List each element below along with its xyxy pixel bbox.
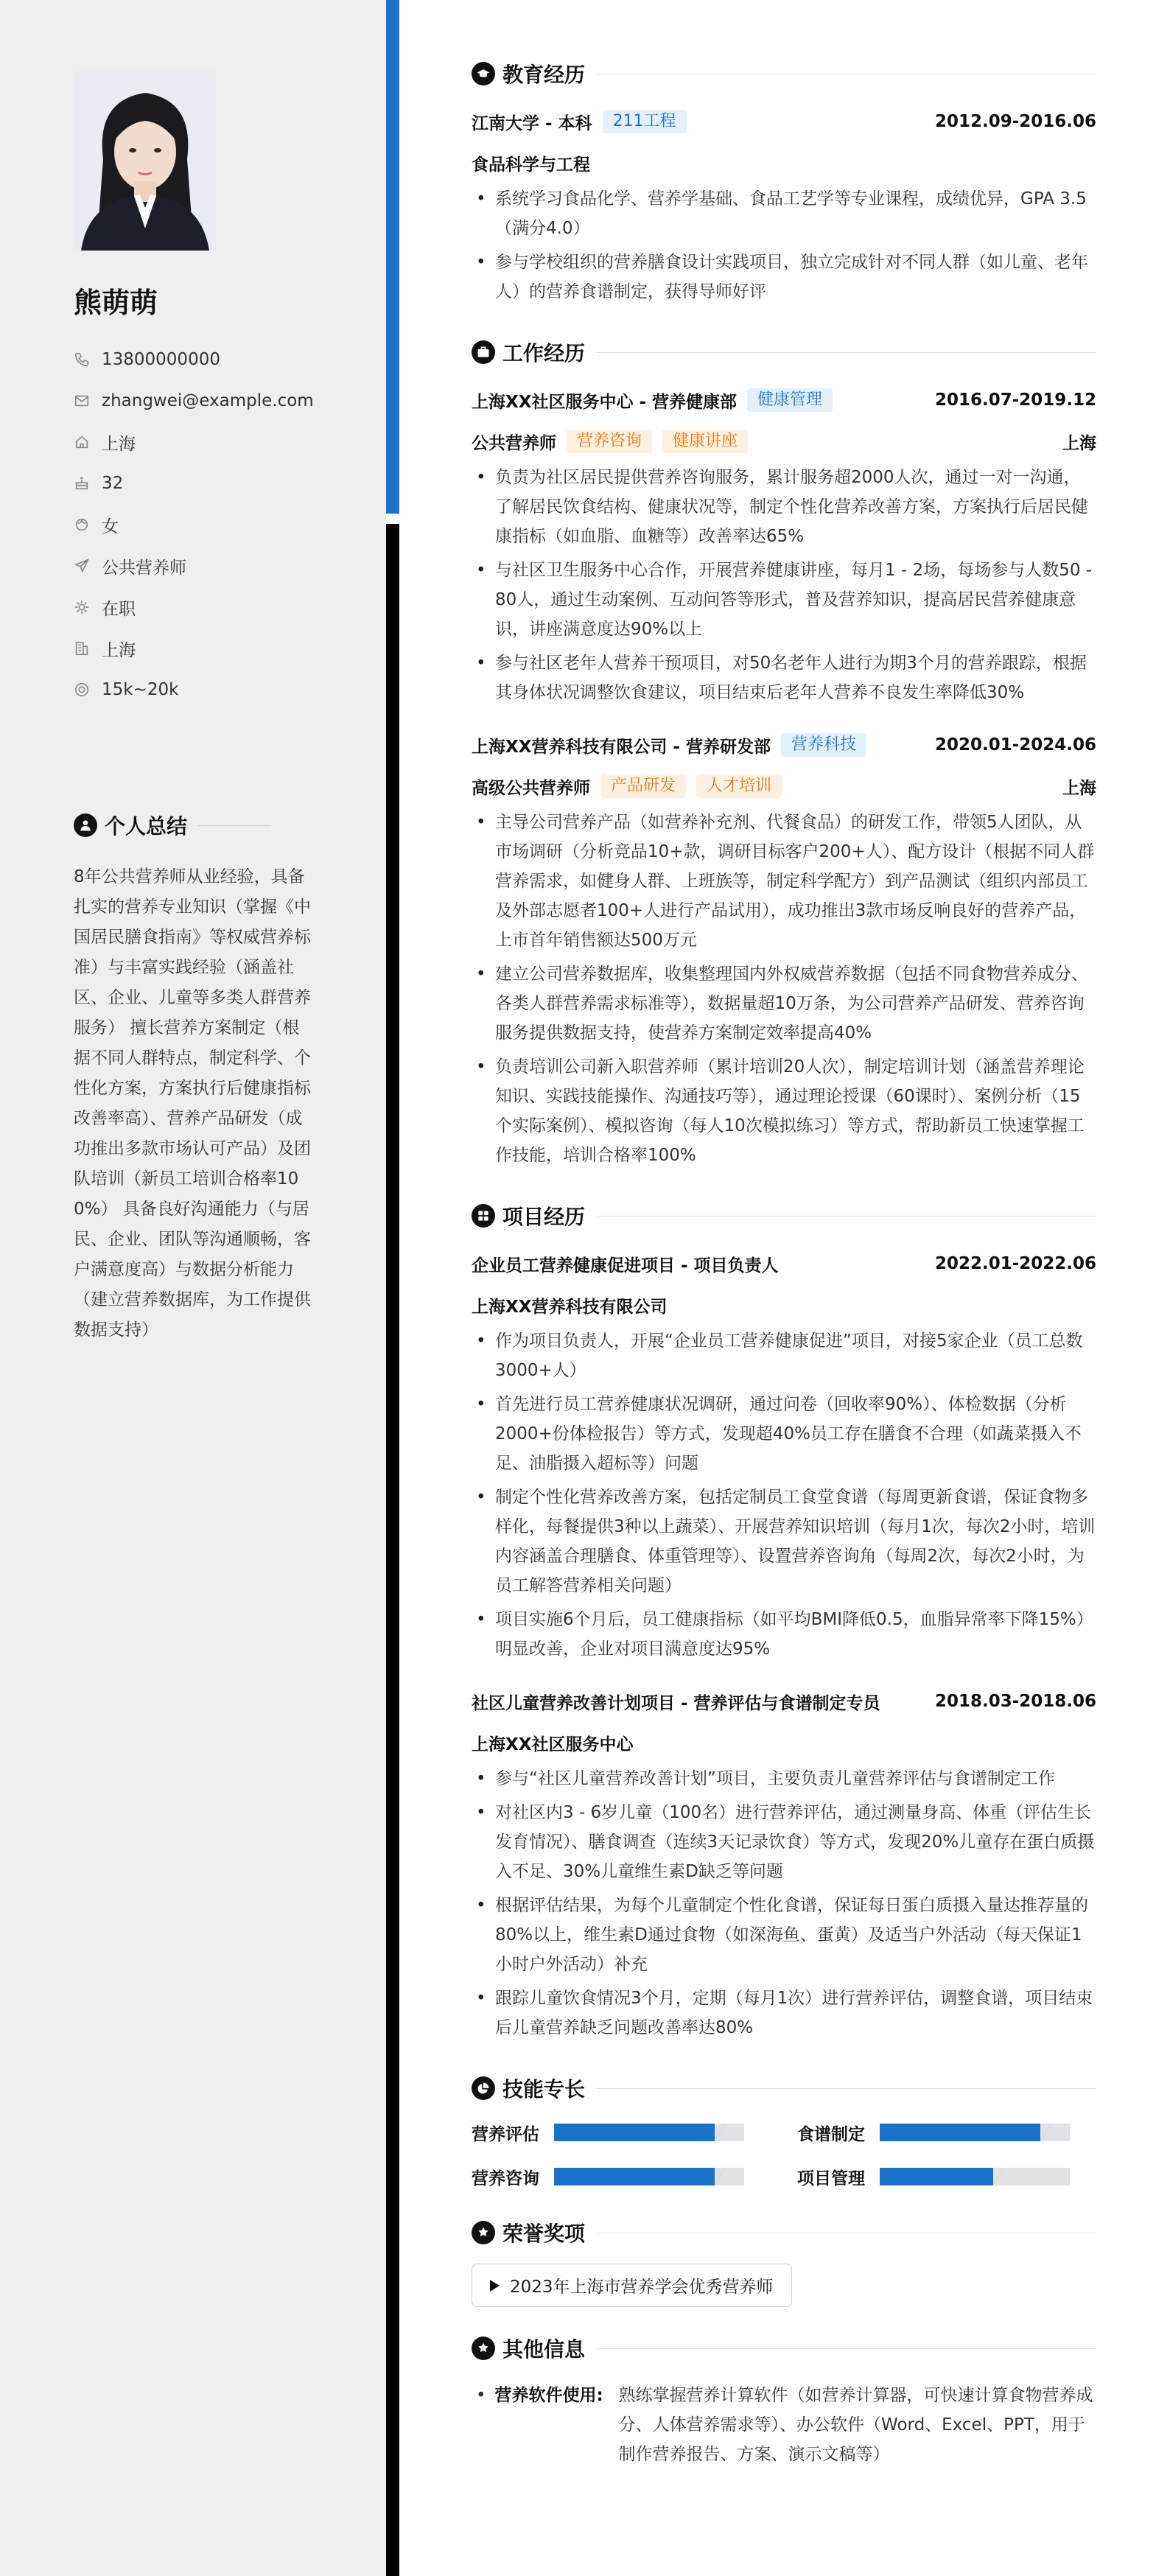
skill-bar [880, 2124, 1070, 2141]
info-gender [74, 504, 368, 545]
skill-name: 营养咨询 [472, 2169, 539, 2188]
education-date: 2012.09-2016.06 [934, 112, 1096, 131]
skills-grid [472, 2118, 1067, 2191]
job-role: 公共营养师 [472, 433, 556, 453]
list-item: • 项目实施6个月后，员工健康指标（如平均BMI降低0.5，血脂异常率下降15%）明显改善，企业对项目满意度达95% [472, 1605, 1096, 1664]
main-content [472, 57, 1096, 2469]
job-bullets [472, 463, 1096, 707]
info-city [74, 628, 368, 669]
info-city-text: 上海 [102, 640, 136, 660]
person-icon [74, 813, 97, 837]
list-item: • 建立公司营养数据库，收集整理国内外权威营养数据（包括不同食物营养成分、各类人群营养需求标准等），数据量超10万条，为公司营养产品研发、营养咨询服务提供数据支持，使营养方案制定效率提高40% [472, 959, 1096, 1048]
list-item: • 跟踪儿童饮食情况3个月，定期（每月1次）进行营养评估，调整食谱，项目结束后儿童营养缺乏问题改善率达80% [472, 1984, 1096, 2043]
info-status [74, 587, 368, 628]
accent-bar-blue [386, 0, 399, 514]
project-org-row [472, 1726, 1096, 1760]
skills-heading [472, 2072, 1096, 2104]
list-item: • 负责培训公司新入职营养师（累计培训20人次），制定培训计划（涵盖营养理论知识、实践技能操作、沟通技巧等），通过理论授课（60课时）、案例分析（15个实际案例）、模拟咨询（每人10次模拟练习）等方式，帮助新员工快速掌握工作技能，培训合格率100% [472, 1052, 1096, 1170]
job-org: 上海XX社区服务中心 - 营养健康部 [472, 392, 738, 412]
section-divider [597, 1216, 1096, 1217]
education-bullets [472, 184, 1096, 307]
list-item: • 与社区卫生服务中心合作，开展营养健康讲座，每月1 - 2场，每场参与人数50 - 80人，通过生动案例、互动问答等形式，普及营养知识，提高居民营养健康意识，讲座满意度达90%以上 [472, 556, 1096, 644]
info-icon [472, 2337, 495, 2360]
skill-name: 营养评估 [472, 2124, 539, 2144]
projects-title: 项目经历 [502, 1205, 586, 1229]
skill-bar [880, 2168, 1070, 2185]
info-location [74, 421, 368, 463]
project-date: 2022.01-2022.06 [934, 1254, 1096, 1273]
list-item: • 系统学习食品化学、营养学基础、食品工艺学等专业课程，成绩优异，GPA 3.5（满分4.0） [472, 184, 1096, 243]
summary-heading [74, 811, 271, 840]
job-city: 上海 [1062, 778, 1096, 798]
project-row [472, 1684, 1096, 1718]
project-bullets [472, 1764, 1096, 2043]
section-divider [597, 2088, 1096, 2089]
info-email-text: zhangwei@example.com [102, 391, 314, 410]
trophy-icon [472, 2221, 495, 2244]
summary-divider [197, 825, 271, 826]
list-item: • 参与社区老年人营养干预项目，对50名老年人进行为期3个月的营养跟踪，根据其身体状况调整饮食建议，项目结束后老年人营养不良发生率降低30% [472, 648, 1096, 707]
award-item [472, 2264, 792, 2307]
list-item: • 根据评估结果，为每个儿童制定个性化食谱，保证每日蛋白质摄入量达推荐量的80%以上，维生素D通过食物（如深海鱼、蛋黄）及适当户外活动（每天保证1小时户外活动）补充 [472, 1891, 1096, 1979]
profile-name: 熊萌萌 [74, 287, 158, 319]
list-item: • 作为项目负责人，开展“企业员工营养健康促进”项目，对接5家企业（员工总数3000+人） [472, 1326, 1096, 1385]
phone-icon [74, 351, 90, 368]
skill-bar [554, 2124, 744, 2141]
project-org: 上海XX营养科技有限公司 [472, 1297, 668, 1317]
others-title: 其他信息 [502, 2337, 586, 2362]
other-key: 营养软件使用: [494, 2386, 603, 2405]
skill-bar-fill [554, 2168, 725, 2185]
job-row [472, 383, 1096, 417]
awards-title: 荣誉奖项 [502, 2222, 586, 2246]
info-salary [74, 669, 368, 710]
info-salary-text: 15k~20k [102, 680, 179, 699]
skill-bar [554, 2168, 744, 2185]
home-icon [74, 434, 90, 450]
skill-item [797, 2118, 1070, 2147]
award-text: 2023年上海市营养学会优秀营养师 [510, 2278, 774, 2297]
info-phone [74, 339, 368, 380]
job-row [472, 728, 1096, 762]
contact-info-list [74, 339, 368, 710]
skill-name: 项目管理 [797, 2169, 865, 2188]
info-gender-text: 女 [102, 517, 119, 536]
list-item: • 制定个性化营养改善方案，包括定制员工食堂食谱（每周更新食谱，保证食物多样化，每餐提供3种以上蔬菜）、开展营养知识培训（每月1次，每次2小时，培训内容涵盖合理膳食、体重管理等）、设置营养咨询角（每周2次，每次2小时，为员工解答营养相关问题） [472, 1483, 1096, 1600]
job-role: 高级公共营养师 [472, 778, 590, 798]
education-major-row [472, 146, 1096, 180]
skill-item [472, 2162, 744, 2191]
job-date: 2020.01-2024.06 [934, 735, 1096, 755]
job-bullets [472, 808, 1096, 1170]
info-position-text: 公共营养师 [102, 558, 186, 578]
avatar [74, 71, 217, 251]
info-age-text: 32 [102, 474, 124, 493]
gender-icon [74, 517, 90, 533]
list-item: • 主导公司营养产品（如营养补充剂、代餐食品）的研发工作，带领5人团队，从市场调研（分析竞品10+款，调研目标客户200+人）、配方设计（根据不同人群营养需求，如健身人群、上班族等，制定科学配方）到产品测试（组织内部员工及外部志愿者100+人进行产品试用），成功推出3款市场反响良好的营养产品，上市首年销售额达500万元 [472, 808, 1096, 955]
list-item: • 参与学校组织的营养膳食设计实践项目，独立完成针对不同人群（如儿童、老年人）的营养食谱制定，获得导师好评 [472, 248, 1096, 307]
info-age [74, 463, 368, 504]
other-item [472, 2381, 1096, 2469]
job-tag: 营养科技 [781, 733, 866, 757]
others-heading [472, 2332, 1096, 2365]
skill-bar-fill [880, 2124, 1051, 2141]
list-item: • 负责为社区居民提供营养咨询服务，累计服务超2000人次，通过一对一沟通，了解居民饮食结构、健康状况等，制定个性化营养改善方案，方案执行后居民健康指标（如血脂、血糖等）改善率达65% [472, 463, 1096, 551]
project-date: 2018.03-2018.06 [934, 1692, 1096, 1711]
education-heading [472, 57, 1096, 90]
skill-name: 食谱制定 [797, 2124, 865, 2144]
skill-item [472, 2118, 744, 2147]
projects-heading [472, 1200, 1096, 1232]
job-role-row [472, 769, 1096, 803]
job-role-row [472, 424, 1096, 458]
info-status-text: 在职 [102, 599, 136, 619]
job-tag: 健康管理 [747, 388, 833, 412]
job-date: 2016.07-2019.12 [934, 391, 1096, 410]
project-name: 社区儿童营养改善计划项目 - 营养评估与食谱制定专员 [472, 1693, 880, 1713]
job-city: 上海 [1062, 433, 1096, 453]
skill-bar-fill [554, 2124, 725, 2141]
project-org: 上海XX社区服务中心 [472, 1735, 634, 1754]
summary-text: 8年公共营养师从业经验，具备扎实的营养专业知识（掌握《中国居民膳食指南》等权威营养标准）与丰富实践经验（涵盖社区、企业、儿童等多类人群营养服务） 擅长营养方案制定（根据不同人群特点，制定科学、个性化方案，方案执行后健康指标改善率高）、营养产品研发（成功推出多款市场认可产品）及团队培训（新员工培训合格率100%） 具备良好沟通能力（与居民、企业、团队等沟通顺畅，客户满意度高）与数据分析能力（建立营养数据库，为工作提供数据支持） [74, 867, 311, 1340]
work-heading [472, 336, 1096, 368]
awards-heading [472, 2216, 1096, 2249]
accent-bar-gap [386, 514, 399, 524]
education-school: 江南大学 - 本科 [472, 113, 592, 133]
info-position [74, 545, 368, 587]
project-bullets [472, 1326, 1096, 1664]
list-item: • 参与“社区儿童营养改善计划”项目，主要负责儿童营养评估与食谱制定工作 [472, 1764, 1096, 1793]
salary-icon [74, 682, 90, 698]
project-name: 企业员工营养健康促进项目 - 项目负责人 [472, 1256, 779, 1275]
avatar-photo [74, 71, 217, 251]
skill-item [797, 2162, 1070, 2191]
building-icon [74, 640, 90, 657]
project-org-row [472, 1288, 1096, 1322]
bullet-dot: • [476, 2386, 486, 2405]
send-icon [74, 558, 90, 574]
skill-bar-fill [880, 2168, 1003, 2185]
job-org: 上海XX营养科技有限公司 - 营养研发部 [472, 737, 771, 757]
briefcase-icon [472, 340, 495, 364]
graduation-cap-icon [472, 62, 495, 85]
job-skill-tag: 产品研发 [600, 774, 686, 798]
job-skill-tag: 人才培训 [696, 774, 782, 798]
accent-bar-black [386, 524, 399, 2576]
education-major: 食品科学与工程 [472, 155, 590, 175]
play-icon [490, 2280, 500, 2292]
education-row [472, 105, 1096, 139]
info-email [74, 380, 368, 421]
job-skill-tag: 营养咨询 [567, 430, 652, 453]
mail-icon [74, 393, 90, 409]
section-divider [597, 2348, 1096, 2349]
grid-icon [472, 1204, 495, 1228]
list-item: • 首先进行员工营养健康状况调研，通过问卷（回收率90%）、体检数据（分析2000+份体检报告）等方式，发现超40%员工存在膳食不合理（如蔬菜摄入不足、油脂摄入超标等）问题 [472, 1390, 1096, 1478]
cake-icon [74, 475, 90, 491]
education-tag: 211工程 [603, 110, 687, 133]
section-divider [597, 352, 1096, 353]
summary-title: 个人总结 [105, 814, 188, 839]
project-row [472, 1247, 1096, 1281]
work-title: 工作经历 [502, 341, 586, 365]
info-location-text: 上海 [102, 434, 136, 454]
list-item: • 对社区内3 - 6岁儿童（100名）进行营养评估，通过测量身高、体重（评估生长发育情况）、膳食调查（连续3天记录饮食）等方式，发现20%儿童存在蛋白质摄入不足、30%儿童维生素D缺乏等问题 [472, 1798, 1096, 1886]
status-icon [74, 599, 90, 615]
chart-icon [472, 2076, 495, 2100]
job-skill-tag: 健康讲座 [662, 430, 748, 453]
skills-title: 技能专长 [502, 2077, 586, 2101]
other-value: 熟练掌握营养计算软件（如营养计算器，可快速计算食物营养成分、人体营养需求等）、办公软件（Word、Excel、PPT，用于制作营养报告、方案、演示文稿等） [618, 2386, 1093, 2464]
education-title: 教育经历 [502, 63, 586, 87]
info-phone-text: 13800000000 [102, 350, 220, 369]
